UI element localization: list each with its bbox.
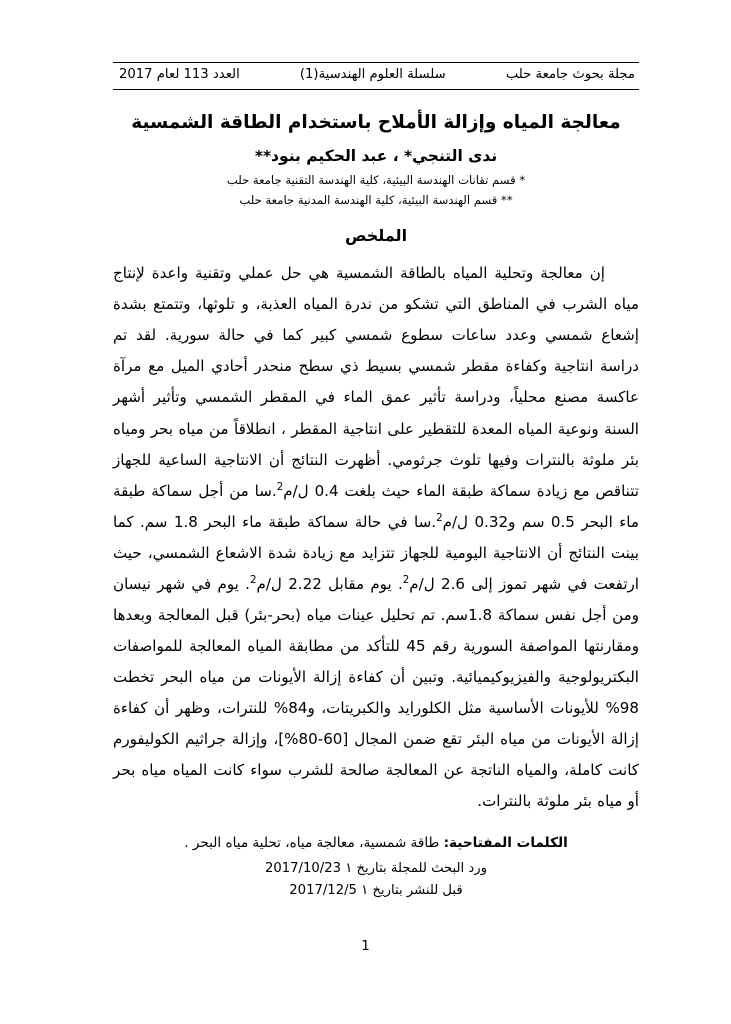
standard-number: 45 xyxy=(406,637,426,656)
unit-3-tail: . يوم xyxy=(370,574,403,593)
date-received: ورد البحث للمجلة بتاريخ ١ 2017/10/23 xyxy=(265,861,487,877)
value-3: 0.32 xyxy=(474,512,509,531)
abstract-text-b: من أجل سماكة طبقة ماء البحر xyxy=(113,481,639,531)
unit-2-tail: .سا xyxy=(414,512,437,531)
thickness-value-2: 1.8 xyxy=(173,512,198,531)
page-content xyxy=(113,0,639,902)
productivity-value-1 xyxy=(255,482,339,500)
value-6: 2.22 xyxy=(288,574,322,593)
unit-1-tail: .سا xyxy=(254,481,277,500)
submission-dates xyxy=(113,858,639,902)
date-accepted: قبل للنشر بتاريخ ١ 2017/12/5 xyxy=(289,883,463,899)
abstract-paragraph xyxy=(113,258,639,817)
abstract-text-i: للتأكد من مطابقة المياه المعالجة للمواصفات البكتريولوجية والفيزيوكيميائية. وتبين أن كفاءة إزالة الأيونات من مياه البحر تخطت xyxy=(113,637,639,687)
keywords-label: الكلمات المفتاحية: xyxy=(443,834,568,851)
header-series-name: سلسلة العلوم الهندسية(1) xyxy=(299,67,446,82)
unit-3-exponent: 2 xyxy=(402,573,410,586)
author-list: ندى التنجي* ، عبد الحكيم بنود** xyxy=(254,146,498,165)
value-5: 2.6 xyxy=(441,574,466,593)
abstract-text-d: في حالة سماكة طبقة ماء البحر xyxy=(197,512,415,531)
abstract-text-f: مقابل xyxy=(321,574,371,593)
abstract-text-c: سم و xyxy=(508,512,551,531)
value-1: 0.4 xyxy=(314,481,339,500)
page-title: معالجة المياه وإزالة الأملاح باستخدام الطاقة الشمسية xyxy=(131,111,621,133)
running-header xyxy=(113,62,639,90)
efficiency-range: [60-80%] xyxy=(278,730,349,749)
abstract-text-k: للنترات، وظهر أن كفاءة إزالة الأيونات من مياه البئر تقع ضمن المجال xyxy=(113,699,639,749)
daily-productivity-april xyxy=(218,575,322,593)
header-issue-number: العدد 113 لعام 2017 xyxy=(119,67,240,82)
thickness-value-3: 1.8 xyxy=(468,606,493,624)
keywords-value: طاقة شمسية، معالجة مياه، تحلية مياه البحر . xyxy=(184,834,444,851)
keywords-line xyxy=(113,833,639,855)
affiliation-second: ** قسم الهندسة البيئية، كلية الهندسة المدنية جامعة حلب xyxy=(239,193,513,208)
unit-1-exponent: 2 xyxy=(276,480,284,493)
abstract-text-e: سم. كما بينت النتائج أن الانتاجية اليومية للجهاز تتزايد مع زيادة شدة الاشعاع الشمسي، حيث ارتفعت في شهر تموز إلى xyxy=(113,512,639,593)
unit-4-exponent: 2 xyxy=(249,573,257,586)
unit-2-exponent: 2 xyxy=(436,511,443,524)
affiliation-first: * قسم تقانات الهندسة البيئية، كلية الهندسة التقنية جامعة حلب xyxy=(226,172,526,187)
abstract-text-a: إن معالجة وتحلية المياه بالطاقة الشمسية هي حل عملي وتقنية واعدة لإنتاج مياه الشرب في المناطق التي تشكو من ندرة المياه العذبة، و تلوثها، وتتمتع بشدة إشعاع شمسي وعدد ساعات سطوع شمسي كبير كما في حالة سورية. لقد تم دراسة انتاجية وكفاءة مقطر شمسي بسيط ذي سطح منحدر أحادي الميل مع مرآة عاكسة مصنع محلياً، ودراسة تأثير عمق الماء في المقطر الشمسي وتأثير أشهر السنة ونوعية المياه المعدة للتقطير على انتاجية المقطر ، انطلاقاً من مياه بحر ومياه بئر ملوثة بالنترات وفيها تلوث جرثومي. أظهرت النتائج أن الانتاجية الساعية للجهاز تتناقص مع زيادة سماكة طبقة الماء حيث بلغت xyxy=(113,264,639,500)
page-number: 1 xyxy=(361,938,370,954)
unit-1-numerator: ل/م xyxy=(283,481,309,500)
abstract-text-h: سم. تم تحليل عينات مياه (بحر-بئر) قبل المعالجة وبعدها ومقارنتها المواصفة السورية رقم xyxy=(113,606,639,656)
abstract-text-g: في شهر نيسان ومن أجل نفس سماكة xyxy=(113,574,639,624)
abstract-heading: الملخص xyxy=(344,226,408,246)
abstract-text-j: للأيونات الأساسية مثل الكلورايد والكبريتات، و xyxy=(307,699,606,718)
header-journal-name: مجلة بحوث جامعة حلب xyxy=(505,67,635,82)
productivity-value-2 xyxy=(414,513,508,531)
efficiency-value-2: 84% xyxy=(273,699,308,718)
unit-2-numerator: ل/م xyxy=(442,512,469,531)
daily-productivity-july xyxy=(370,575,465,593)
unit-4-numerator: ل/م xyxy=(256,574,282,593)
thickness-value-1: 0.5 xyxy=(550,512,575,531)
unit-4-tail: . يوم xyxy=(217,574,250,593)
abstract-text-l: ، وإزالة جراثيم الكوليفورم كانت كاملة، والمياه الناتجة عن المعالجة صالحة للشرب سواء كانت المياه مياه بحر أو مياه بئر ملوثة بالنترات. xyxy=(113,730,639,811)
efficiency-value-1: 98% xyxy=(605,699,640,718)
unit-3-numerator: ل/م xyxy=(409,574,435,593)
